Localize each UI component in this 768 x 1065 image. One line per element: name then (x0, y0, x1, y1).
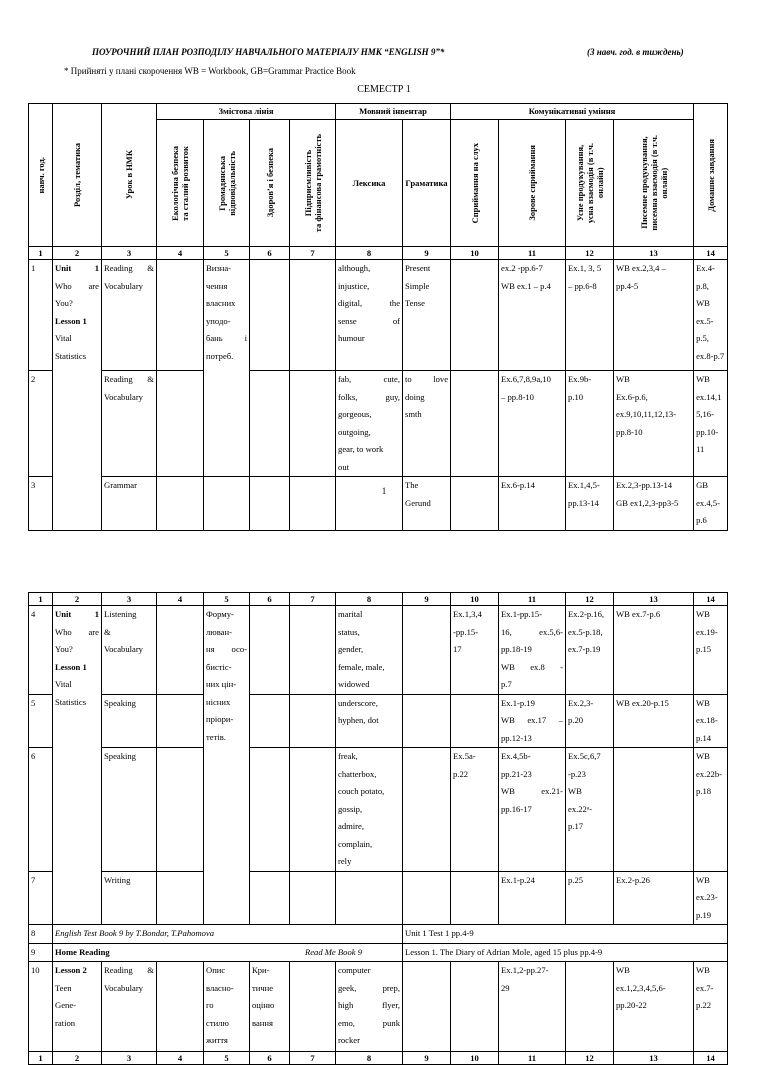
oral-cell: Ex.2-p.16, ex.5-p.18, ex.7-p.19 (566, 606, 614, 695)
lesson-cell: Grammar (102, 477, 157, 531)
homework-cell: WB ex.14,15,16- pp.10-11 (694, 371, 728, 477)
written-cell: WB ex.20-p.15 (614, 694, 694, 748)
health-cell: Кри- тичне оціню вання (250, 962, 290, 1052)
col-header-lesson: Урок в НМК (102, 104, 157, 247)
visual-cell: ex.2 -pp.6-7 WB ex.1 – p.4 (499, 260, 566, 371)
visual-cell: Ex.4,5b- pp.21-23 WB ex.21- pp.16-17 (499, 748, 566, 872)
col-header-homework: Домашнє завдання (694, 104, 728, 247)
oral-cell: Ex.1,4,5- pp.13-14 (566, 477, 614, 531)
visual-cell: Ex.6-p.14 (499, 477, 566, 531)
homework-cell: WB ex.23- p.19 (694, 871, 728, 925)
lesson-cell: Speaking (102, 748, 157, 872)
written-cell: Ex.2-p.26 (614, 871, 694, 925)
col-header-hours: навч. год. (29, 104, 53, 247)
col-header-visual: Зорове сприймання (499, 120, 566, 247)
vocab-cell: although, injustice, digital, the sense of humour (336, 260, 403, 371)
table-row (29, 694, 728, 748)
table-row (29, 871, 728, 925)
unit-topic-cell: Unit 1 Who are You? Lesson 1 Vital Statistics (53, 260, 102, 531)
grammar-cell: Present Simple Tense (403, 260, 451, 371)
lesson-cell: Reading & Vocabulary (102, 260, 157, 371)
written-cell: WB ex.1,2,3,4,5,6- pp.20-22 (614, 962, 694, 1052)
written-cell: WB Ex.6-p.6, ex.9,10,11,12,13- pp.8-10 (614, 371, 694, 477)
oral-cell: Ex.5c,6,7 -p.23 WB ex.22ᵃ- p.17 (566, 748, 614, 872)
table-row (29, 477, 728, 531)
col-header-written: Писемне продукування, писемна взаємодія (в т.ч. онлайн) (614, 120, 694, 247)
col-header-civic: Громадянська відповідальність (204, 120, 250, 247)
table-row (29, 962, 728, 1052)
table-row (29, 260, 728, 371)
col-header-grammar: Граматика (403, 120, 451, 247)
home-reading-cell: Home Reading Read Me Book 9 (53, 943, 403, 962)
visual-cell: Ex.1,2-pp.27- 29 (499, 962, 566, 1052)
row-number: 2 (29, 371, 53, 477)
column-number-row: 1 2 3 4 5 6 7 8 9 10 11 12 13 14 (29, 247, 728, 260)
homework-cell: WB ex.18- p.14 (694, 694, 728, 748)
table-row (29, 606, 728, 695)
homework-cell: Ex.4-p.8, WB ex.5-p.5, ex.8-p.7 (694, 260, 728, 371)
lesson-cell: Reading & Vocabulary (102, 962, 157, 1052)
col-header-vocabulary: Лексика (336, 120, 403, 247)
vocab-cell: fab, cute, folks, guy, gorgeous, outgoing, gear, to work out (336, 371, 403, 477)
listening-cell: Ex.5a- p.22 (451, 748, 499, 872)
row-number: 4 (29, 606, 53, 695)
written-cell: Ex.2,3-pp.13-14 GB ex1,2,3-pp3-5 (614, 477, 694, 531)
col-header-listening: Сприймання на слух (451, 120, 499, 247)
document-title: ПОУРОЧНИЙ ПЛАН РОЗПОДІЛУ НАВЧАЛЬНОГО МАТЕРІАЛУ НМК “ENGLISH 9”* (92, 47, 445, 57)
table-row (29, 943, 728, 962)
test-reference-cell: Unit 1 Test 1 pp.4-9 (403, 925, 728, 944)
table-row (29, 748, 728, 872)
written-cell: WB ex.7-p.6 (614, 606, 694, 695)
vocab-cell: computer geek, prep, high flyer, emo, punk rocker (336, 962, 403, 1052)
row-number: 3 (29, 477, 53, 531)
listening-cell: Ex.1,3,4 -pp.15- 17 (451, 606, 499, 695)
plan-table-2 (28, 592, 728, 1065)
unit-topic-cell: Unit 1 Who are You? Lesson 1 Vital Statistics (53, 606, 102, 925)
lesson-cell: Reading & Vocabulary (102, 371, 157, 477)
table-row (29, 371, 728, 477)
homework-cell: WB ex.22b- p.18 (694, 748, 728, 872)
lesson-cell: Listening & Vocabulary (102, 606, 157, 695)
oral-cell: Ex.9b- p.10 (566, 371, 614, 477)
lesson-cell: Speaking (102, 694, 157, 748)
col-header-oral: Усне продукування, усна взаємодія (в т.ч. онлайн) (566, 120, 614, 247)
col-header-health: Здоров’я і безпека (250, 120, 290, 247)
vocab-cell: underscore, hyphen, dot (336, 694, 403, 748)
civic-cell: Визна- чення власних уподо- бань і потреб. (204, 260, 250, 477)
row-number: 1 (29, 260, 53, 371)
page-number: 1 (381, 486, 387, 496)
hours-per-week: (3 навч. год. в тиждень) (587, 47, 684, 57)
col-header-ecology: Екологічна безпека та сталий розвиток (157, 120, 204, 247)
written-cell: WB ex.2,3,4 – pp.4-5 (614, 260, 694, 371)
semester-heading: СЕМЕСТР 1 (357, 84, 411, 95)
visual-cell: Ex.1-p.24 (499, 871, 566, 925)
grammar-cell: to love doing smth (403, 371, 451, 477)
oral-cell: p.25 (566, 871, 614, 925)
group-header-communicative: Комунікативні уміння (451, 104, 694, 120)
visual-cell: Ex.1-p.19 WB ex.17 – pp.12-13 (499, 694, 566, 748)
row-number: 8 (29, 925, 53, 944)
home-reading-lesson-cell: Lesson 1. The Diary of Adrian Mole, aged 15 plus pp.4-9 (403, 943, 728, 962)
lesson-cell: Writing (102, 871, 157, 925)
row-number: 7 (29, 871, 53, 925)
vocab-cell: freak, chatterbox, couch potato, gossip, admire, complain, rely (336, 748, 403, 872)
column-number-row: 1 2 3 4 5 6 7 8 9 10 11 12 13 14 (29, 1052, 728, 1065)
civic-cell: Форму- люван- ня осо- бистіс- них цін- нісних пріори- тетів. (204, 606, 250, 925)
oral-cell: Ex.1, 3, 5 – pp.6-8 (566, 260, 614, 371)
homework-cell: WB ex.7- p.22 (694, 962, 728, 1052)
row-number: 10 (29, 962, 53, 1052)
civic-cell: Опис власно- го стилю життя (204, 962, 250, 1052)
group-header-language: Мовний інвентар (336, 104, 451, 120)
visual-cell: Ex.6,7,8,9a,10 – pp.8-10 (499, 371, 566, 477)
homework-cell: GB ex.4,5- p.6 (694, 477, 728, 531)
oral-cell: Ex.2,3- p.20 (566, 694, 614, 748)
col-header-enterprise: Підприємливість та фінансова грамотність (290, 120, 336, 247)
row-number: 6 (29, 748, 53, 872)
grammar-cell: The Gerund (403, 477, 451, 531)
abbreviation-note: * Прийняті у плані скорочення WB = Workbook, GB=Grammar Practice Book (64, 66, 356, 76)
column-number-row: 1 2 3 4 5 6 7 8 9 10 11 12 13 14 (29, 593, 728, 606)
visual-cell: Ex.1-pp.15- 16, ex.5,6- pp.18-19 WB ex.8 - p.7 (499, 606, 566, 695)
vocab-cell: marital status, gender, female, male, widowed (336, 606, 403, 695)
table-row (29, 925, 728, 944)
unit-topic-cell: Lesson 2 Teen Gene- ration (53, 962, 102, 1052)
row-number: 9 (29, 943, 53, 962)
test-book-cell: English Test Book 9 by T.Bondar, T.Pahomova (53, 925, 403, 944)
plan-table-1 (28, 103, 728, 531)
group-header-content: Змістова лінія (157, 104, 336, 120)
row-number: 5 (29, 694, 53, 748)
col-header-topic: Розділ, тематика (53, 104, 102, 247)
homework-cell: WB ex.19- p.15 (694, 606, 728, 695)
